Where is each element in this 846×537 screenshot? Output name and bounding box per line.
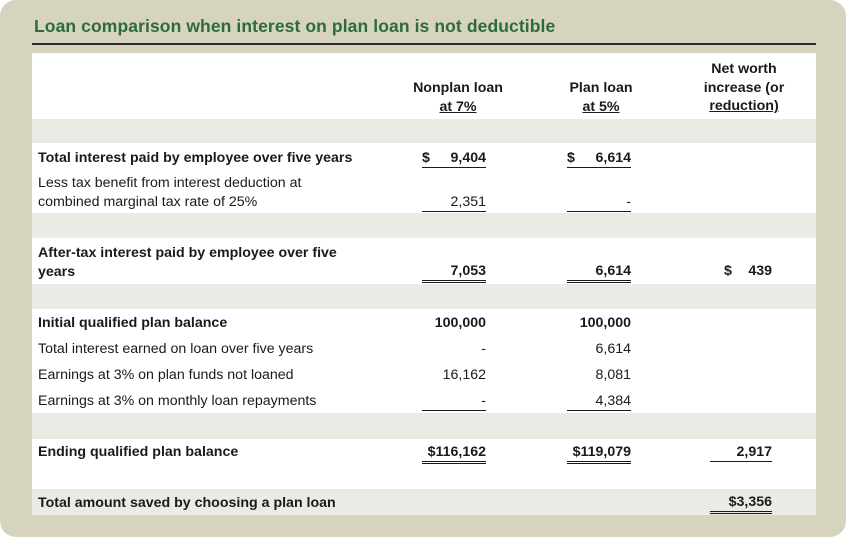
cell-plan-ending-balance: $119,079 [567,443,631,464]
cell-nonplan-ending-balance: $116,162 [422,443,486,464]
cell-plan-interest-earned: 6,614 [595,341,631,357]
cell-nonplan-after-tax: 7,053 [422,262,486,283]
cell-net-after-tax: $ 439 [724,263,772,279]
band [32,213,816,238]
cell-plan-after-tax: 6,614 [567,262,631,283]
column-header-net-worth: Net worth increase (or reduction) [703,61,785,114]
row-label-after-tax: After-tax interest paid by employee over five years [38,245,337,280]
cell-plan-earnings-repayments: 4,384 [567,392,631,411]
table-title: Loan comparison when interest on plan loan is not deductible [34,16,556,36]
row-label-initial-balance: Initial qualified plan balance [38,315,228,331]
cell-net-total-saved: $3,356 [710,493,772,514]
row-label-total-saved: Total amount saved by choosing a plan loan [38,495,336,511]
cell-plan-total-interest: $ 6,614 [567,150,631,166]
cell-nonplan-earnings-repayments: - [422,392,486,411]
cell-nonplan-total-interest: $ 9,404 [422,150,486,166]
cell-nonplan-interest-earned: - [481,341,486,357]
cell-nonplan-earnings-not-loaned: 16,162 [442,367,486,383]
cell-net-ending-balance: 2,917 [710,443,772,462]
cell-plan-earnings-not-loaned: 8,081 [595,367,631,383]
row-label-earnings-repayments: Earnings at 3% on monthly loan repayments [38,393,317,409]
band [32,413,816,439]
cell-nonplan-tax-benefit: 2,351 [422,193,486,212]
band [32,284,816,309]
row-label-earnings-not-loaned: Earnings at 3% on plan funds not loaned [38,367,294,383]
comparison-table [32,53,816,515]
column-header-nonplan: Nonplan loan at 7% [413,80,503,115]
row-label-total-interest: Total interest paid by employee over five years [38,150,353,166]
title-rule [32,43,816,45]
column-header-plan: Plan loan at 5% [569,80,633,115]
row-label-tax-benefit: Less tax benefit from interest deduction at combined marginal tax rate of 25% [38,175,302,210]
cell-plan-initial-balance: 100,000 [579,315,631,331]
cell-plan-tax-benefit: - [567,193,631,212]
cell-nonplan-initial-balance: 100,000 [434,315,486,331]
band [32,119,816,143]
row-label-interest-earned: Total interest earned on loan over five years [38,341,314,357]
row-label-ending-balance: Ending qualified plan balance [38,444,239,460]
